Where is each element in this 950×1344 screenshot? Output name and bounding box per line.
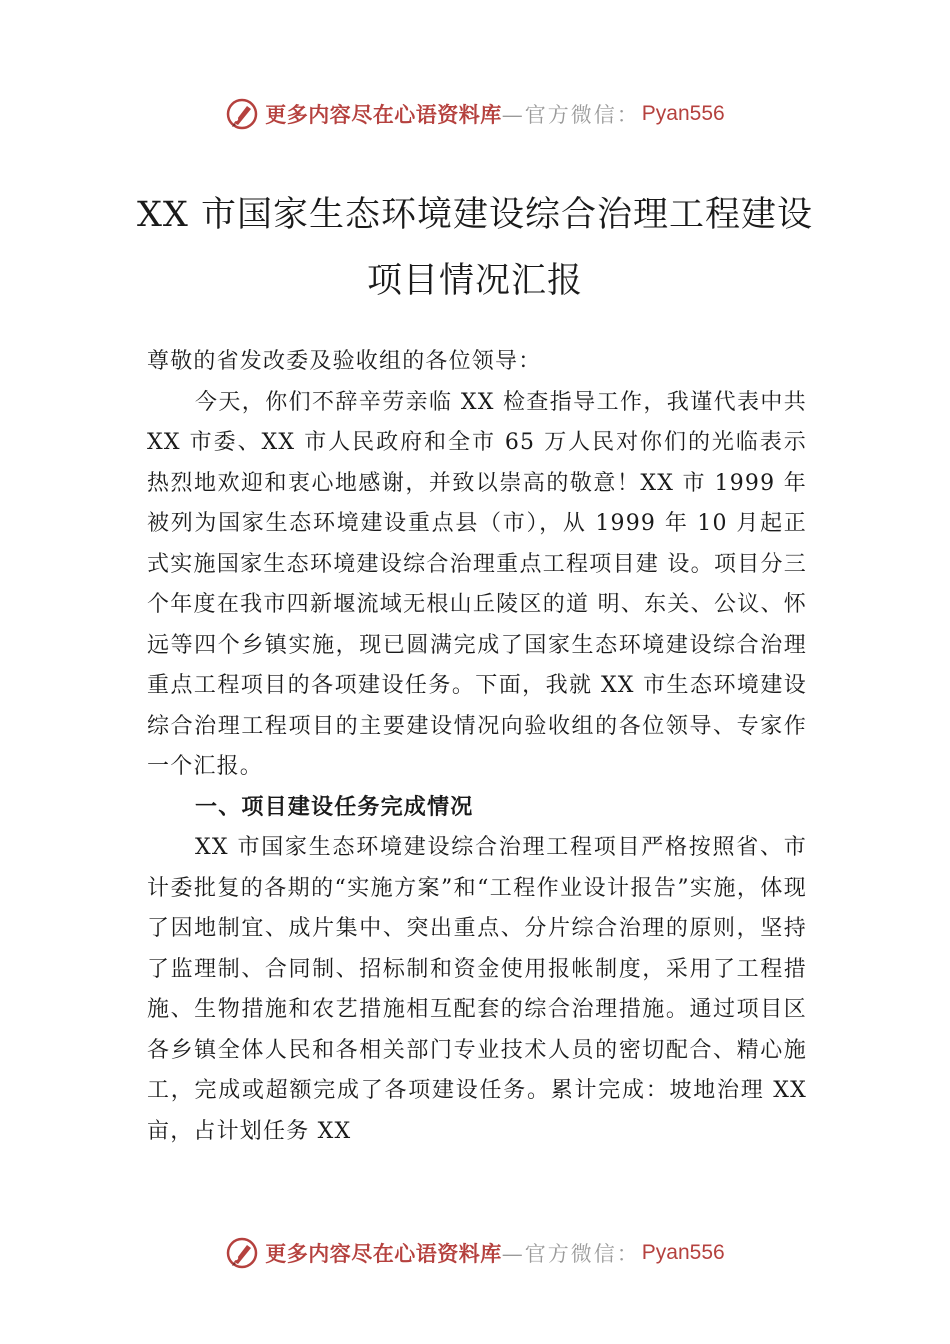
paragraph-2: XX 市国家生态环境建设综合治理工程项目严格按照省、市计委批复的各期的“实施方案”和“工程作业设计报告”实施，体现了因地制宜、成片集中、突出重点、分片综合治理的原则，坚持了监理制、合同制、招标制和资金使用报帐制度，采用了工程措施、生物措施和农艺措施相互配套的综合治理措施。通过项目区各乡镇全体人民和各相关部门专业技术人员的密切配合、精心施工，完成或超额完成了各项建设任务。累计完成：坡地治理 XX 亩，占计划任务 XX bbox=[147, 835, 807, 1144]
pen-logo-icon bbox=[225, 1236, 259, 1270]
salutation: 尊敬的省发改委及验收组的各位领导： bbox=[147, 349, 542, 374]
banner-main-text: 更多内容尽在心语资料库 bbox=[265, 1241, 502, 1266]
title-line-2: 项目情况汇报 bbox=[366, 261, 583, 301]
document-title bbox=[130, 182, 820, 314]
section-heading-1: 一、项目建设任务完成情况 bbox=[195, 794, 474, 820]
footer-banner bbox=[0, 1233, 950, 1273]
banner-separator: —官方微信： bbox=[501, 1242, 640, 1266]
banner-wechat-id: Pyan556 bbox=[641, 1241, 725, 1264]
pen-logo-icon bbox=[225, 97, 259, 131]
header-banner bbox=[0, 94, 950, 134]
title-line-1: XX 市国家生态环境建设综合治理工程建设 bbox=[137, 195, 813, 235]
document-body bbox=[147, 342, 807, 1152]
banner-main-text: 更多内容尽在心语资料库 bbox=[265, 102, 502, 127]
banner-separator: —官方微信： bbox=[501, 103, 640, 127]
banner-wechat-id: Pyan556 bbox=[641, 102, 725, 125]
paragraph-1: 今天，你们不辞辛劳亲临 XX 检查指导工作，我谨代表中共 XX 市委、XX 市人民政府和全市 65 万人民对你们的光临表示热烈地欢迎和衷心地感谢，并致以崇高的敬意！XX 市 1999 年被列为国家生态环境建设重点县（市），从 1999 年 10 月起正式实施国家生态环境建设综合治理重点工程项目建 设。项目分三个年度在我市四新堰流域无根山丘陵区的道 明、东关、公议、怀远等四个乡镇实施，现已圆满完成了国家生态环境建设综合治理重点工程项目的各项建设任务。下面，我就 XX 市生态环境建设综合治理工程项目的主要建设情况向验收组的各位领导、专家作一个汇报。 bbox=[147, 389, 807, 779]
